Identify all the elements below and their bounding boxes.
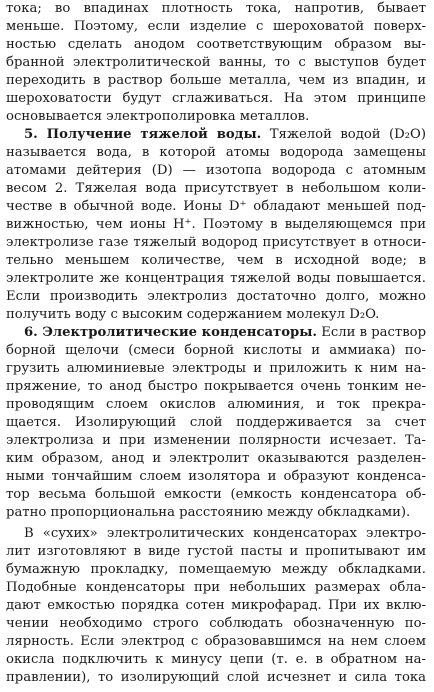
text-line: вижностью, чем ионы H⁺. Поэтому в выделяющемся при: [6, 217, 426, 232]
section-heading-capacitors: 6. Электролитические конденсаторы.: [24, 325, 318, 340]
text-line: весом 2. Тяжелая вода присутствует в небольшом коли-: [6, 181, 426, 196]
text-line: правлении), то изолирующий слой исчезнет и сила тока: [6, 670, 426, 685]
text-line: лярность. Если электрод с образовавшимся на нем слоем: [6, 634, 426, 649]
text-line: окисла подключить к минусу цепи (т. е. в обратном на-: [6, 652, 426, 667]
text-fragment: Если в раствор: [321, 325, 426, 340]
text-fragment: Тяжелой водой (D₂O): [269, 127, 426, 142]
text-line: получить воду с высоким содержанием молекул D₂O.: [6, 307, 380, 322]
text-line: бранной электролитической ванны, то с выступов будет: [6, 55, 426, 70]
text-line: чении необходимо строго соблюдать обозначенную по-: [6, 616, 426, 631]
text-line: атомами дейтерия (D) — изотопа водорода с атомным: [6, 163, 426, 178]
section-5-first-line: [24, 126, 426, 144]
text-line: щается. Изолирующий слой поддерживается за счет: [6, 415, 426, 430]
text-line: Если производить электролиз достаточно долго, можно: [6, 289, 426, 304]
text-line: называется вода, в которой атомы водорода замещены: [6, 145, 426, 160]
text-line: лит изготовляют в виде густой пасты и пропитывают им: [6, 544, 426, 559]
text-line: дают емкостью порядка сотен микрофарад. При их вклю-: [6, 598, 426, 613]
text-line: переходить в раствор больше металла, чем из впадин, и: [6, 73, 426, 88]
section-heading-heavy-water: 5. Получение тяжелой воды.: [24, 127, 262, 142]
text-line: электролиза и при изменении полярности исчезает. Та-: [6, 433, 426, 448]
section-6-first-line: [24, 324, 426, 342]
text-line: шероховатости будут сглаживаться. На этом принципе: [6, 91, 426, 106]
text-line: борной щелочи (смеси борной кислоты и аммиака) по-: [6, 343, 426, 358]
text-line: основывается электрополировка металлов.: [6, 109, 310, 124]
text-line: ными тончайшим слоем изолятора и образуют конденса-: [6, 469, 426, 484]
text-line: честве в обычной воде. Ионы D⁺ обладают меньшей под-: [6, 199, 426, 214]
text-line: проводящим слоем окислов алюминия, и ток прекра-: [6, 397, 426, 412]
text-line: ратно пропорциональна расстоянию между обкладками).: [6, 505, 411, 520]
paragraph-first-line: В «сухих» электролитических конденсаторах электро-: [24, 526, 426, 541]
text-line: ностью сделать анодом соответствующим образом вы-: [6, 37, 426, 52]
text-line: бумажную прокладку, помещаемую между обкладками.: [6, 562, 426, 577]
text-line: Подобные конденсаторы при небольших размерах обла-: [6, 580, 426, 595]
text-line: тор весьма большой емкости (емкость конденсатора об-: [6, 487, 426, 502]
text-line: электролите же концентрация тяжелой воды повышается.: [6, 271, 426, 286]
text-line: меньше. Поэтому, если изделие с шероховатой поверх-: [6, 19, 426, 34]
text-line: грузить алюминиевые электроды и приложить к ним на-: [6, 361, 426, 376]
text-line: пряжение, то анод быстро покрывается очень тонким не-: [6, 379, 426, 394]
text-line: электролизе газе тяжелый водород присутствует в относи-: [6, 235, 426, 250]
text-line: ким образом, анод и электролит оказываются разделен-: [6, 451, 426, 466]
text-line: тельно меньшем количестве, чем в исходной воде; в: [6, 253, 426, 268]
text-line: тока; во впадинах плотность тока, напротив, бывает: [6, 1, 426, 16]
